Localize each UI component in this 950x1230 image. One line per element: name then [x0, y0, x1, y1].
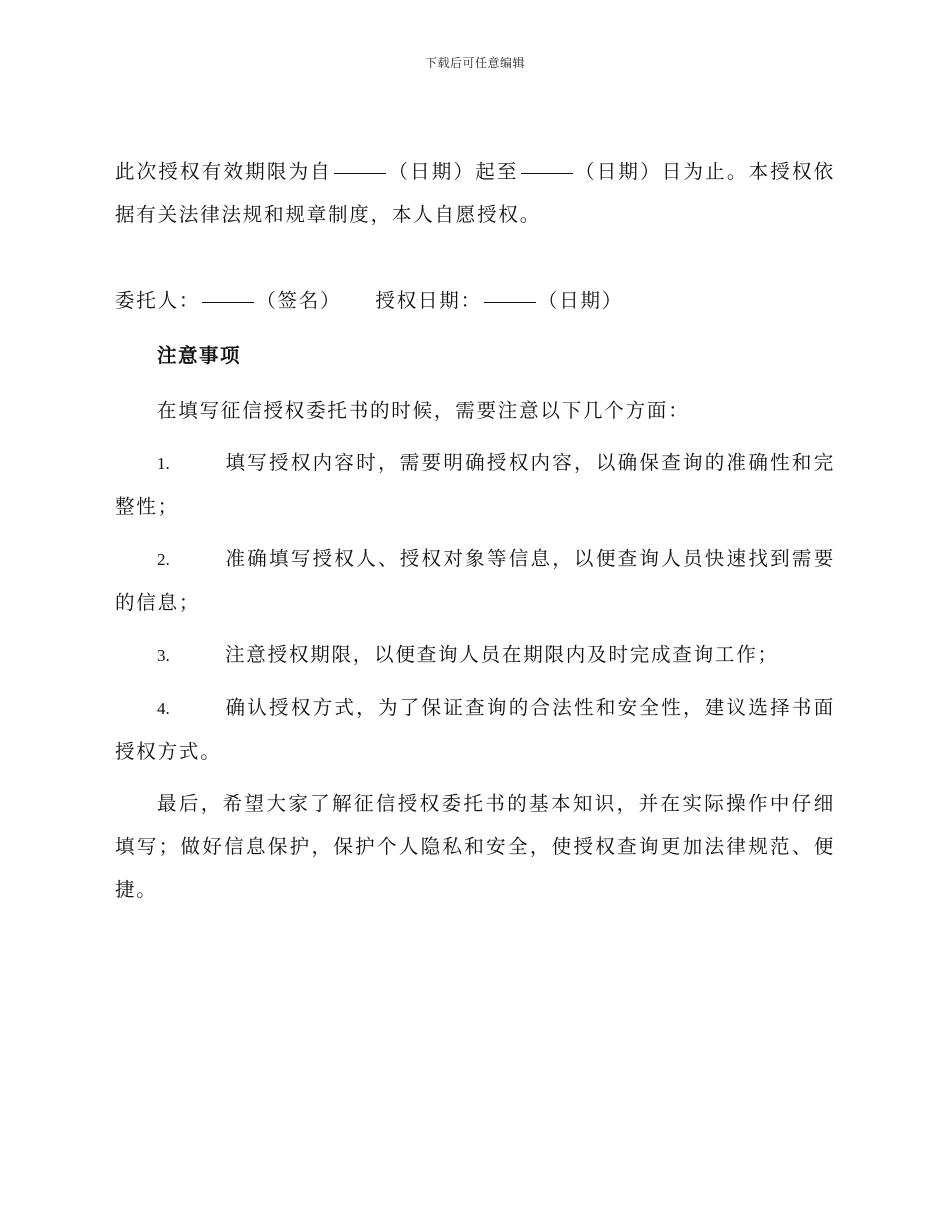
notes-title: 注意事项	[157, 344, 242, 367]
signature-line	[115, 279, 835, 322]
list-item	[115, 633, 835, 677]
document-body	[115, 150, 835, 911]
list-item-text: 填写授权内容时，需要明确授权内容，以确保查询的准确性和完整性；	[115, 451, 835, 518]
validity-text-middle: （日期）起至	[388, 160, 519, 183]
validity-text-start: 此次授权有效期限为自	[115, 160, 332, 183]
start-date-blank	[334, 172, 386, 174]
list-item	[115, 686, 835, 773]
list-item	[115, 537, 835, 624]
principal-label: 委托人：	[115, 289, 201, 312]
principal-suffix: （签名）	[256, 289, 342, 312]
notes-intro: 在填写征信授权委托书的时候，需要注意以下几个方面：	[157, 399, 690, 422]
header-note: 下载后可任意编辑	[424, 56, 525, 70]
authorization-date-label: 授权日期：	[375, 289, 482, 312]
principal-signature-blank	[202, 301, 254, 303]
authorization-date-blank	[484, 301, 536, 303]
list-item-number: 2.	[157, 550, 170, 569]
list-item-text: 注意授权期限，以便查询人员在期限内及时完成查询工作；	[225, 643, 779, 666]
validity-paragraph	[115, 150, 835, 236]
list-item-number: 3.	[157, 646, 170, 665]
authorization-date-suffix: （日期）	[537, 289, 624, 312]
list-item-number: 4.	[157, 699, 170, 718]
list-item	[115, 441, 835, 528]
list-item-number: 1.	[157, 454, 170, 473]
closing-paragraph: 最后，希望大家了解征信授权委托书的基本知识，并在实际操作中仔细填写；做好信息保护，保护个人隐私和安全，使授权查询更加法律规范、便捷。	[115, 792, 835, 901]
end-date-blank	[521, 172, 573, 174]
list-item-text: 确认授权方式，为了保证查询的合法性和安全性，建议选择书面授权方式。	[115, 696, 835, 763]
list-item-text: 准确填写授权人、授权对象等信息，以便查询人员快速找到需要的信息；	[115, 547, 835, 614]
validity-text-end: （日期）日为止。本授权依据有关法律法规和规章制度，本人自愿授权。	[115, 160, 835, 226]
